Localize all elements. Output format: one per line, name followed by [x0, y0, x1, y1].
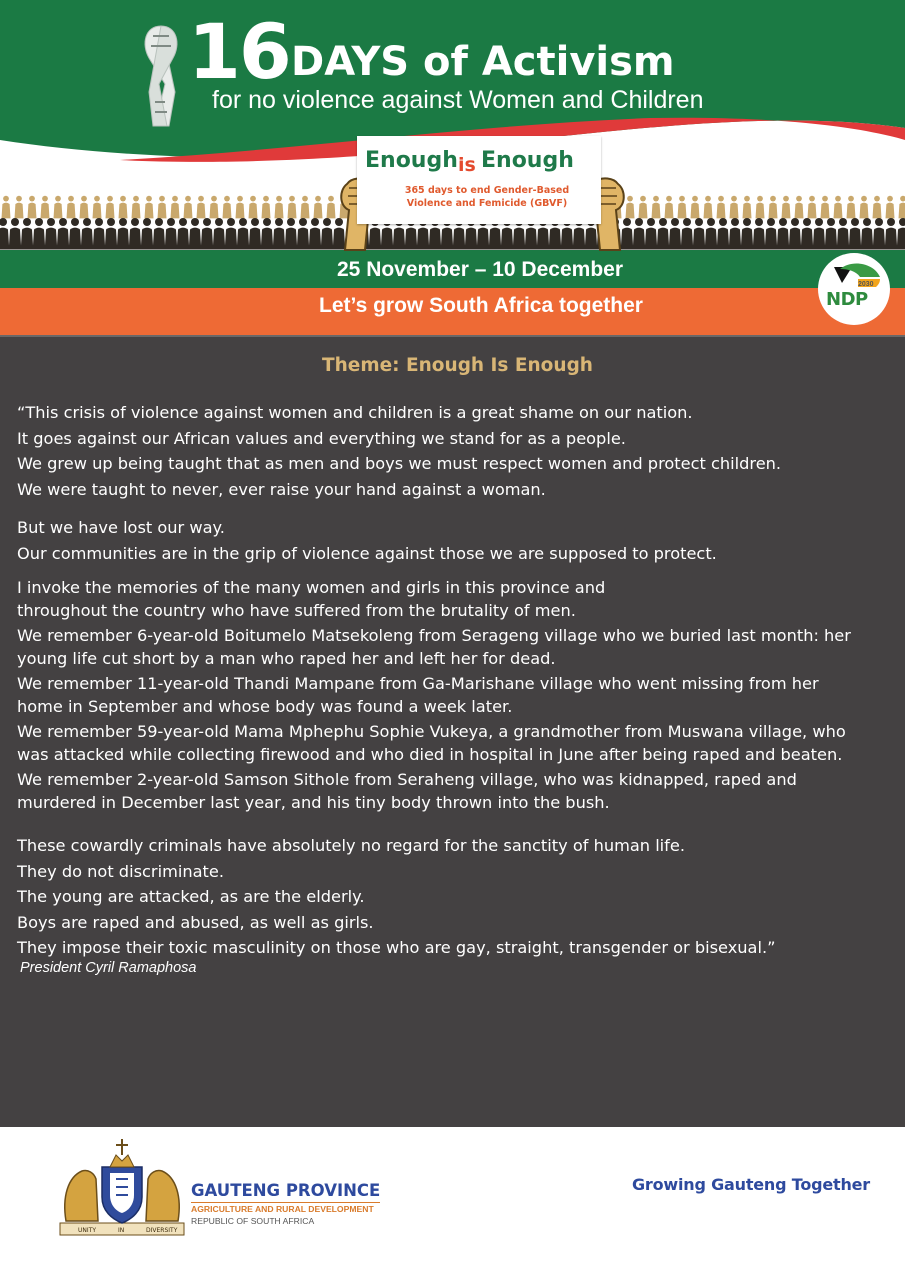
motto-word: IN	[118, 1227, 125, 1234]
crowd-person	[695, 218, 703, 226]
crowd-person	[129, 228, 142, 250]
crowd-person	[465, 228, 478, 250]
crowd-person	[69, 228, 82, 250]
crowd-person	[224, 196, 230, 202]
crowd-person	[718, 196, 724, 202]
crowd-person	[215, 218, 223, 226]
crowd-person	[861, 228, 874, 250]
crowd-person	[381, 228, 394, 250]
crowd-person	[321, 228, 334, 250]
crowd-person	[120, 196, 126, 202]
crowd-person	[899, 203, 905, 219]
crowd-person	[704, 203, 713, 219]
crowd-person	[635, 218, 643, 226]
crowd-person	[131, 218, 139, 226]
sign-word-enough-second: Enough	[481, 148, 574, 173]
speech-sentence	[17, 624, 897, 670]
crowd-person	[197, 203, 206, 219]
crowd-person	[705, 196, 711, 202]
crowd-person	[501, 228, 514, 250]
crowd-person	[525, 228, 538, 250]
campaign-subtitle: for no violence against Women and Children	[212, 86, 704, 114]
crowd-person	[297, 228, 310, 250]
crowd-person	[755, 218, 763, 226]
crowd-person	[81, 196, 87, 202]
crowd-person	[107, 196, 113, 202]
crowd-person	[822, 196, 828, 202]
speech-attribution: President Cyril Ramaphosa	[20, 960, 197, 976]
crowd-person	[645, 228, 658, 250]
crowd-person	[323, 218, 331, 226]
crowd-person	[239, 218, 247, 226]
crowd-person	[777, 228, 790, 250]
crowd-person	[659, 218, 667, 226]
crowd-person	[653, 196, 659, 202]
campaign-title: DAYS of Activism	[291, 39, 675, 85]
crowd-person	[261, 228, 274, 250]
crowd-person	[42, 196, 48, 202]
crowd-person	[301, 203, 310, 219]
crowd-person	[849, 228, 862, 250]
campaign-slogan: Let’s grow South Africa together	[319, 294, 643, 317]
enough-is-enough-sign	[357, 136, 601, 224]
speech-line: young life cut short by a man who raped her and left her for dead.	[17, 649, 556, 668]
crowd-person	[847, 203, 856, 219]
speech-paragraph	[17, 400, 897, 502]
speech-line: We were taught to never, ever raise your hand against a woman.	[17, 479, 546, 499]
crowd-person	[133, 196, 139, 202]
crowd-person	[683, 218, 691, 226]
footer	[0, 1127, 905, 1280]
crowd-person	[143, 218, 151, 226]
crowd-person	[227, 218, 235, 226]
crowd-person	[179, 218, 187, 226]
crowd-person	[851, 218, 859, 226]
crowd-person	[132, 203, 141, 219]
crowd-person	[119, 218, 127, 226]
crowd-person	[107, 218, 115, 226]
crowd-person	[837, 228, 850, 250]
crowd-person	[441, 228, 454, 250]
speech-panel	[0, 335, 905, 1127]
campaign-title-number: 16	[188, 7, 290, 96]
speech-sentence	[17, 768, 897, 814]
crowd-person	[815, 218, 823, 226]
crowd-person	[757, 196, 763, 202]
crowd-person	[691, 203, 700, 219]
speech-line: The young are attacked, as are the elderly.	[17, 887, 365, 906]
crowd-person	[309, 228, 322, 250]
crowd-person	[731, 218, 739, 226]
crowd-person	[707, 218, 715, 226]
crowd-person	[770, 196, 776, 202]
crowd-person	[669, 228, 682, 250]
crowd-person	[167, 218, 175, 226]
crowd-person	[743, 203, 752, 219]
speech-line: Boys are raped and abused, as well as girls.	[17, 912, 374, 932]
crowd-person	[477, 228, 490, 250]
speech-line: We remember 11-year-old Thandi Mampane from Ga-Marishane village who went missing from her	[17, 674, 819, 693]
crowd-person	[236, 203, 245, 219]
crowd-person	[897, 228, 905, 250]
crowd-person	[9, 228, 22, 250]
crowd-person	[263, 218, 271, 226]
speech-line: We remember 6-year-old Boitumelo Matsekoleng from Serageng village who we buried last month: her	[17, 626, 851, 645]
crowd-person	[146, 196, 152, 202]
crowd-person	[2, 203, 11, 219]
crowd-person	[671, 218, 679, 226]
crowd-person	[211, 196, 217, 202]
crowd-person	[693, 228, 706, 250]
motto-word: DIVERSITY	[146, 1227, 178, 1234]
crowd-person	[95, 218, 103, 226]
crowd-person	[753, 228, 766, 250]
crowd-person	[16, 196, 22, 202]
crowd-person	[33, 228, 46, 250]
crowd-person	[45, 228, 58, 250]
speech-line: We remember 2-year-old Samson Sithole from Seraheng village, who was kidnapped, raped and	[17, 770, 797, 789]
crowd-person	[633, 228, 646, 250]
crowd-person	[189, 228, 202, 250]
crowd-person	[225, 228, 238, 250]
sign-word-is: is	[458, 154, 476, 176]
crowd-person	[35, 218, 43, 226]
crowd-person	[848, 196, 854, 202]
crowd-person	[117, 228, 130, 250]
crowd-person	[809, 196, 815, 202]
crowd-person	[302, 196, 308, 202]
crowd-person	[21, 228, 34, 250]
crowd-person	[93, 228, 106, 250]
crowd-person	[158, 203, 167, 219]
crowd-person	[549, 228, 562, 250]
crowd-person	[171, 203, 180, 219]
crowd-person	[11, 218, 19, 226]
speech-line: They impose their toxic masculinity on those who are gay, straight, transgender or bisexual.”	[17, 938, 776, 957]
crowd-person	[652, 203, 661, 219]
crowd-person	[0, 218, 7, 226]
crowd-person	[68, 196, 74, 202]
crowd-person	[106, 203, 115, 219]
crowd-person	[666, 196, 672, 202]
crowd-person	[119, 203, 128, 219]
ndp-year: 2030	[858, 281, 874, 288]
speech-line: Our communities are in the grip of violence against those we are supposed to protect.	[17, 543, 717, 563]
crowd-person	[172, 196, 178, 202]
speech-line: “This crisis of violence against women and children is a great shame on our nation.	[17, 403, 693, 422]
crowd-person	[705, 228, 718, 250]
speech-line: It goes against our African values and everything we stand for as a people.	[17, 428, 626, 448]
crowd-person	[767, 218, 775, 226]
speech-line: I invoke the memories of the many women and girls in this province and	[17, 578, 606, 597]
crowd-person	[783, 196, 789, 202]
speech-paragraph	[17, 576, 897, 816]
crowd-person	[640, 196, 646, 202]
crowd-person	[185, 196, 191, 202]
speech-sentence	[17, 720, 897, 766]
crowd-person	[141, 228, 154, 250]
crowd-person	[796, 196, 802, 202]
speech-line: home in September and whose body was found a week later.	[17, 697, 513, 716]
crowd-person	[262, 203, 271, 219]
crowd-person	[489, 228, 502, 250]
crowd-person	[453, 228, 466, 250]
crowd-person	[827, 218, 835, 226]
crowd-person	[741, 228, 754, 250]
crowd-person	[835, 196, 841, 202]
speech-line: We grew up being taught that as men and boys we must respect women and protect children.	[17, 454, 782, 473]
crowd-person	[813, 228, 826, 250]
crowd-person	[237, 196, 243, 202]
crowd-person	[779, 218, 787, 226]
speech-sentence	[17, 576, 897, 622]
crowd-person	[3, 196, 9, 202]
crowd-person	[861, 196, 867, 202]
crowd-person	[900, 196, 905, 202]
campaign-dates: 25 November – 10 December	[337, 258, 623, 281]
crowd-person	[887, 196, 893, 202]
crowd-person	[731, 196, 737, 202]
crowd-person	[730, 203, 739, 219]
crowd-person	[213, 228, 226, 250]
crowd-person	[681, 228, 694, 250]
crowd-person	[821, 203, 830, 219]
crowd-person	[875, 218, 883, 226]
speech-line: murdered in December last year, and his tiny body thrown into the bush.	[17, 793, 610, 812]
crowd-person	[250, 196, 256, 202]
crowd-person	[657, 228, 670, 250]
crowd-person	[679, 196, 685, 202]
crowd-person	[263, 196, 269, 202]
crowd-person	[729, 228, 742, 250]
crowd-person	[275, 218, 283, 226]
crowd-person	[23, 218, 31, 226]
speech-sentence	[17, 672, 897, 718]
crowd-person	[314, 203, 323, 219]
sign-subtext-line: 365 days to end Gender-Based	[404, 185, 570, 196]
crowd-person	[15, 203, 24, 219]
crowd-person	[765, 228, 778, 250]
department-name: AGRICULTURE AND RURAL DEVELOPMENT	[191, 1204, 374, 1214]
crowd-person	[885, 228, 898, 250]
crowd-person	[719, 218, 727, 226]
crowd-person	[177, 228, 190, 250]
speech-line: But we have lost our way.	[17, 518, 225, 537]
crowd-person	[417, 228, 430, 250]
crowd-person	[873, 228, 886, 250]
crowd-person	[299, 218, 307, 226]
sign-subtext	[377, 185, 597, 211]
speech-paragraph	[17, 833, 897, 961]
crowd-person	[201, 228, 214, 250]
motto-word: UNITY	[78, 1227, 96, 1234]
speech-line: throughout the country who have suffered from the brutality of men.	[17, 601, 576, 620]
country-name: REPUBLIC OF SOUTH AFRICA	[191, 1216, 315, 1226]
crowd-person	[67, 203, 76, 219]
crowd-person	[561, 228, 574, 250]
crowd-person	[743, 218, 751, 226]
crowd-person	[249, 228, 262, 250]
crowd-person	[834, 203, 843, 219]
crowd-person	[825, 228, 838, 250]
crowd-person	[315, 196, 321, 202]
crowd-person	[887, 218, 895, 226]
crowd-person	[393, 228, 406, 250]
coat-of-arms-icon	[58, 1137, 186, 1237]
crowd-person	[57, 228, 70, 250]
crowd-person	[145, 203, 154, 219]
crowd-person	[717, 228, 730, 250]
crowd-person	[873, 203, 882, 219]
crowd-person	[59, 218, 67, 226]
crowd-person	[756, 203, 765, 219]
crowd-person	[769, 203, 778, 219]
crowd-person	[839, 218, 847, 226]
crowd-person	[165, 228, 178, 250]
crowd-person	[251, 218, 259, 226]
crowd-person	[210, 203, 219, 219]
crowd-person	[198, 196, 204, 202]
crowd-person	[54, 203, 63, 219]
crowd-person	[808, 203, 817, 219]
crowd-person	[311, 218, 319, 226]
crowd-person	[863, 218, 871, 226]
crowd-person	[94, 196, 100, 202]
crowd-person	[71, 218, 79, 226]
ndp-wordmark: NDP	[826, 289, 868, 310]
theme-heading: Theme: Enough Is Enough	[322, 355, 593, 376]
crowd-person	[874, 196, 880, 202]
speech-line: was attacked while collecting firewood and who died in hospital in June after being raped and beaten.	[17, 745, 843, 764]
speech-paragraph	[17, 515, 897, 566]
crowd-person	[0, 228, 9, 250]
awareness-ribbon-icon	[135, 22, 187, 130]
crowd-person	[81, 228, 94, 250]
crowd-person	[287, 218, 295, 226]
crowd-person	[83, 218, 91, 226]
crowd-person	[276, 196, 282, 202]
sign-subtext-line: Violence and Femicide (GBVF)	[406, 197, 568, 209]
crowd-person	[237, 228, 250, 250]
crowd-person	[860, 203, 869, 219]
crowd-person	[678, 203, 687, 219]
crowd-person	[93, 203, 102, 219]
crowd-person	[717, 203, 726, 219]
crowd-person	[513, 228, 526, 250]
crowd-person	[791, 218, 799, 226]
crowd-person	[803, 218, 811, 226]
crowd-person	[275, 203, 284, 219]
crowd-person	[105, 228, 118, 250]
crowd-person	[288, 203, 297, 219]
crowd-person	[41, 203, 50, 219]
crowd-person	[429, 228, 442, 250]
crowd-person	[155, 218, 163, 226]
crowd-person	[639, 203, 648, 219]
crowd-person	[899, 218, 905, 226]
speech-line: We remember 59-year-old Mama Mphephu Sophie Vukeya, a grandmother from Muswana village, who	[17, 722, 846, 741]
crowd-person	[249, 203, 258, 219]
crowd-person	[405, 228, 418, 250]
speech-line: They do not discriminate.	[17, 861, 224, 881]
crowd-person	[153, 228, 166, 250]
crowd-person	[665, 203, 674, 219]
crowd-person	[28, 203, 37, 219]
crowd-person	[782, 203, 791, 219]
crowd-person	[191, 218, 199, 226]
crowd-person	[744, 196, 750, 202]
crowd-person	[55, 196, 61, 202]
crowd-person	[692, 196, 698, 202]
crowd-person	[789, 228, 802, 250]
crowd-person	[801, 228, 814, 250]
speech-line: These cowardly criminals have absolutely no regard for the sanctity of human life.	[17, 836, 685, 855]
crowd-person	[203, 218, 211, 226]
crowd-person	[647, 218, 655, 226]
crowd-person	[537, 228, 550, 250]
crowd-person	[159, 196, 165, 202]
crowd-person	[795, 203, 804, 219]
crowd-person	[285, 228, 298, 250]
campaign-banner	[0, 0, 905, 335]
crowd-person	[184, 203, 193, 219]
crowd-person	[29, 196, 35, 202]
crowd-person	[223, 203, 232, 219]
crowd-person	[273, 228, 286, 250]
footer-tagline: Growing Gauteng Together	[632, 1175, 870, 1194]
crowd-person	[47, 218, 55, 226]
sign-word-enough-first: Enough	[365, 148, 458, 173]
crowd-person	[886, 203, 895, 219]
crowd-person	[289, 196, 295, 202]
crowd-person	[80, 203, 89, 219]
province-name: GAUTENG PROVINCE	[191, 1183, 380, 1203]
